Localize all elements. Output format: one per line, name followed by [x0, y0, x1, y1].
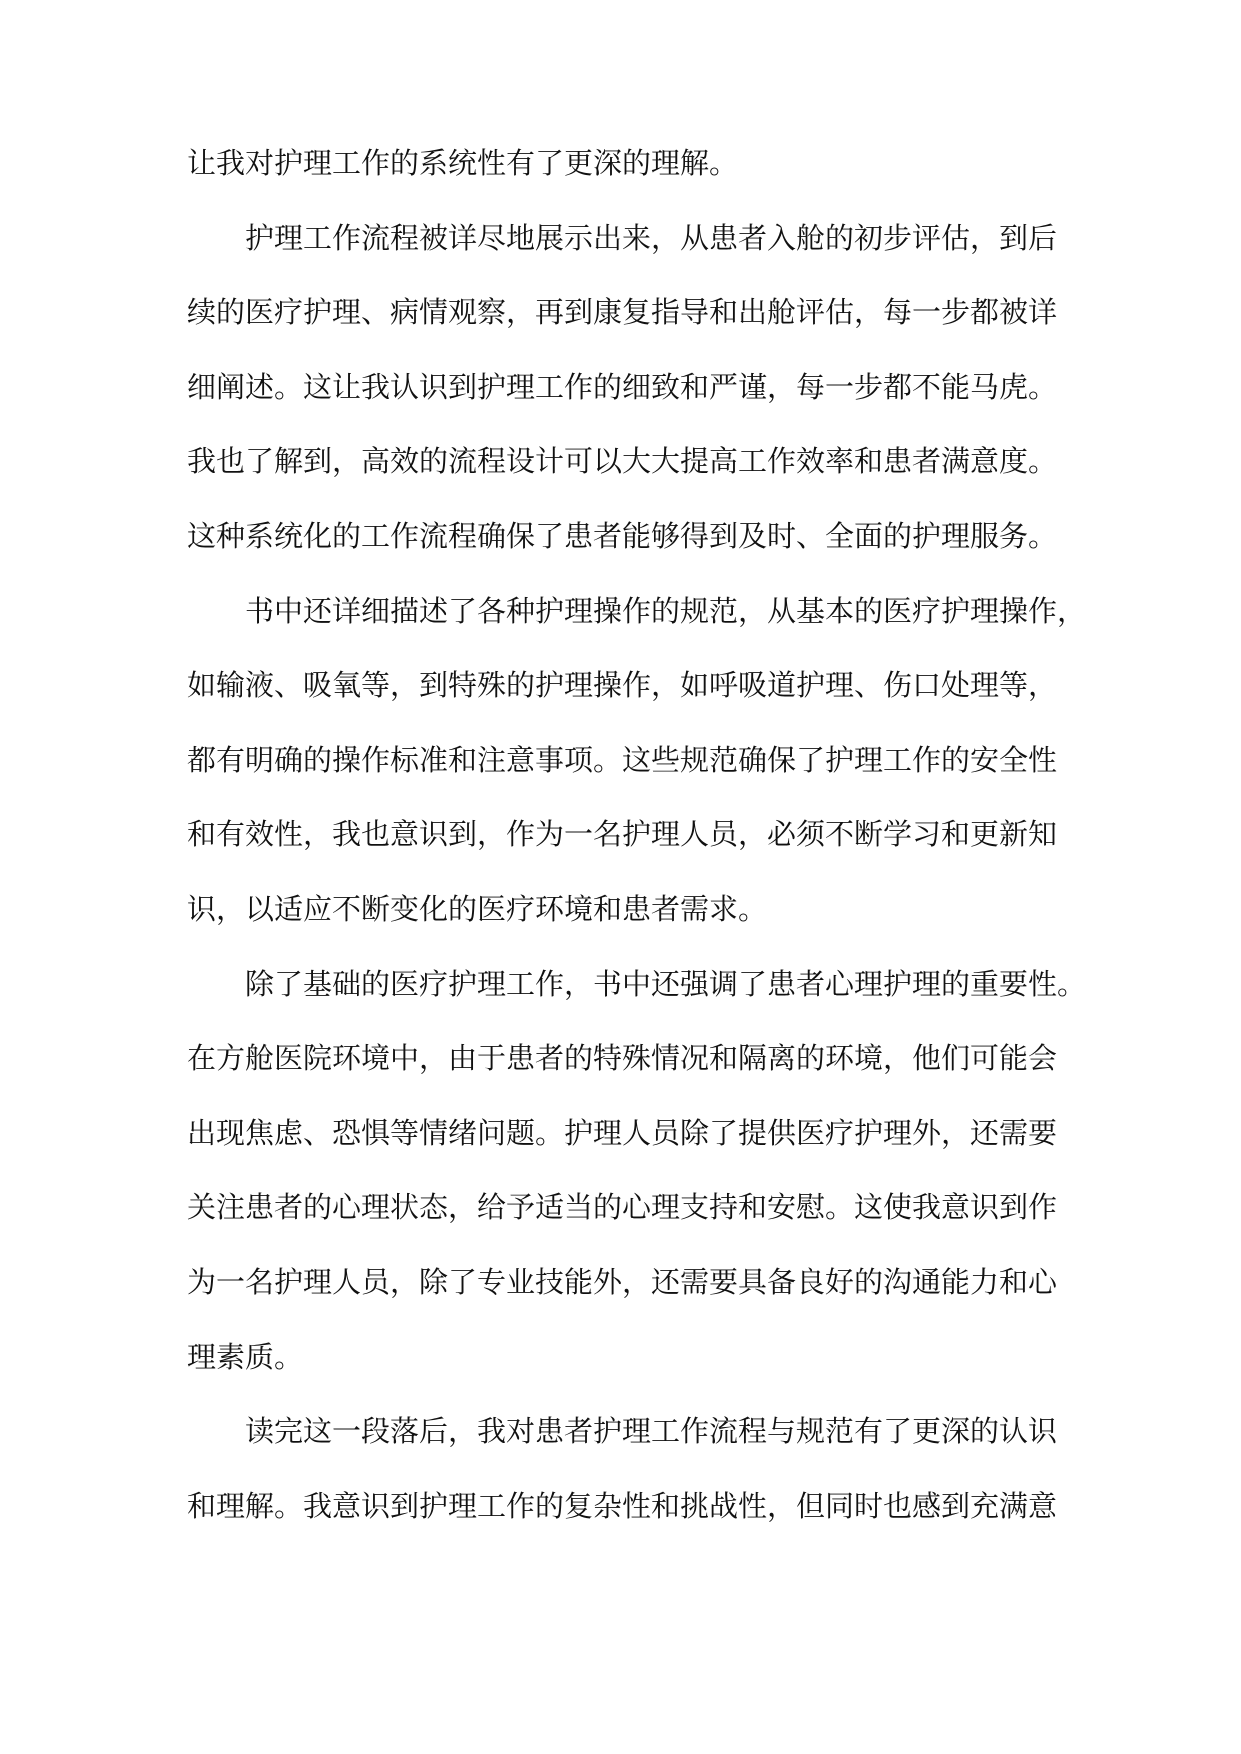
text-line: 识，以适应不断变化的医疗环境和患者需求。 [187, 891, 768, 926]
text-line: 都有明确的操作标准和注意事项。这些规范确保了护理工作的安全性 [187, 742, 1058, 777]
text-line: 这种系统化的工作流程确保了患者能够得到及时、全面的护理服务。 [187, 518, 1058, 553]
text-line: 我也了解到，高效的流程设计可以大大提高工作效率和患者满意度。 [187, 444, 1058, 479]
text-line: 如输液、吸氧等，到特殊的护理操作，如呼吸道护理、伤口处理等， [187, 668, 1058, 703]
text-line: 和有效性，我也意识到，作为一名护理人员，必须不断学习和更新知 [187, 817, 1058, 852]
text-line: 护理工作流程被详尽地展示出来，从患者入舱的初步评估，到后 [245, 220, 1058, 255]
text-line: 关注患者的心理状态，给予适当的心理支持和安慰。这使我意识到作 [187, 1190, 1058, 1225]
body-text [187, 143, 1087, 1560]
text-line: 和理解。我意识到护理工作的复杂性和挑战性，但同时也感到充满意 [187, 1488, 1058, 1523]
text-line: 除了基础的医疗护理工作，书中还强调了患者心理护理的重要性。 [245, 966, 1087, 1001]
text-line: 细阐述。这让我认识到护理工作的细致和严谨，每一步都不能马虎。 [187, 369, 1058, 404]
text-line: 书中还详细描述了各种护理操作的规范，从基本的医疗护理操作， [245, 593, 1087, 628]
text-line: 在方舱医院环境中，由于患者的特殊情况和隔离的环境，他们可能会 [187, 1041, 1058, 1076]
text-line: 续的医疗护理、病情观察，再到康复指导和出舱评估，每一步都被详 [187, 295, 1058, 330]
text-line: 出现焦虑、恐惧等情绪问题。护理人员除了提供医疗护理外，还需要 [187, 1115, 1058, 1150]
text-line: 让我对护理工作的系统性有了更深的理解。 [187, 146, 739, 180]
text-line: 理素质。 [187, 1339, 304, 1374]
text-line: 为一名护理人员，除了专业技能外，还需要具备良好的沟通能力和心 [187, 1264, 1058, 1299]
text-line: 读完这一段落后，我对患者护理工作流程与规范有了更深的认识 [245, 1414, 1058, 1449]
